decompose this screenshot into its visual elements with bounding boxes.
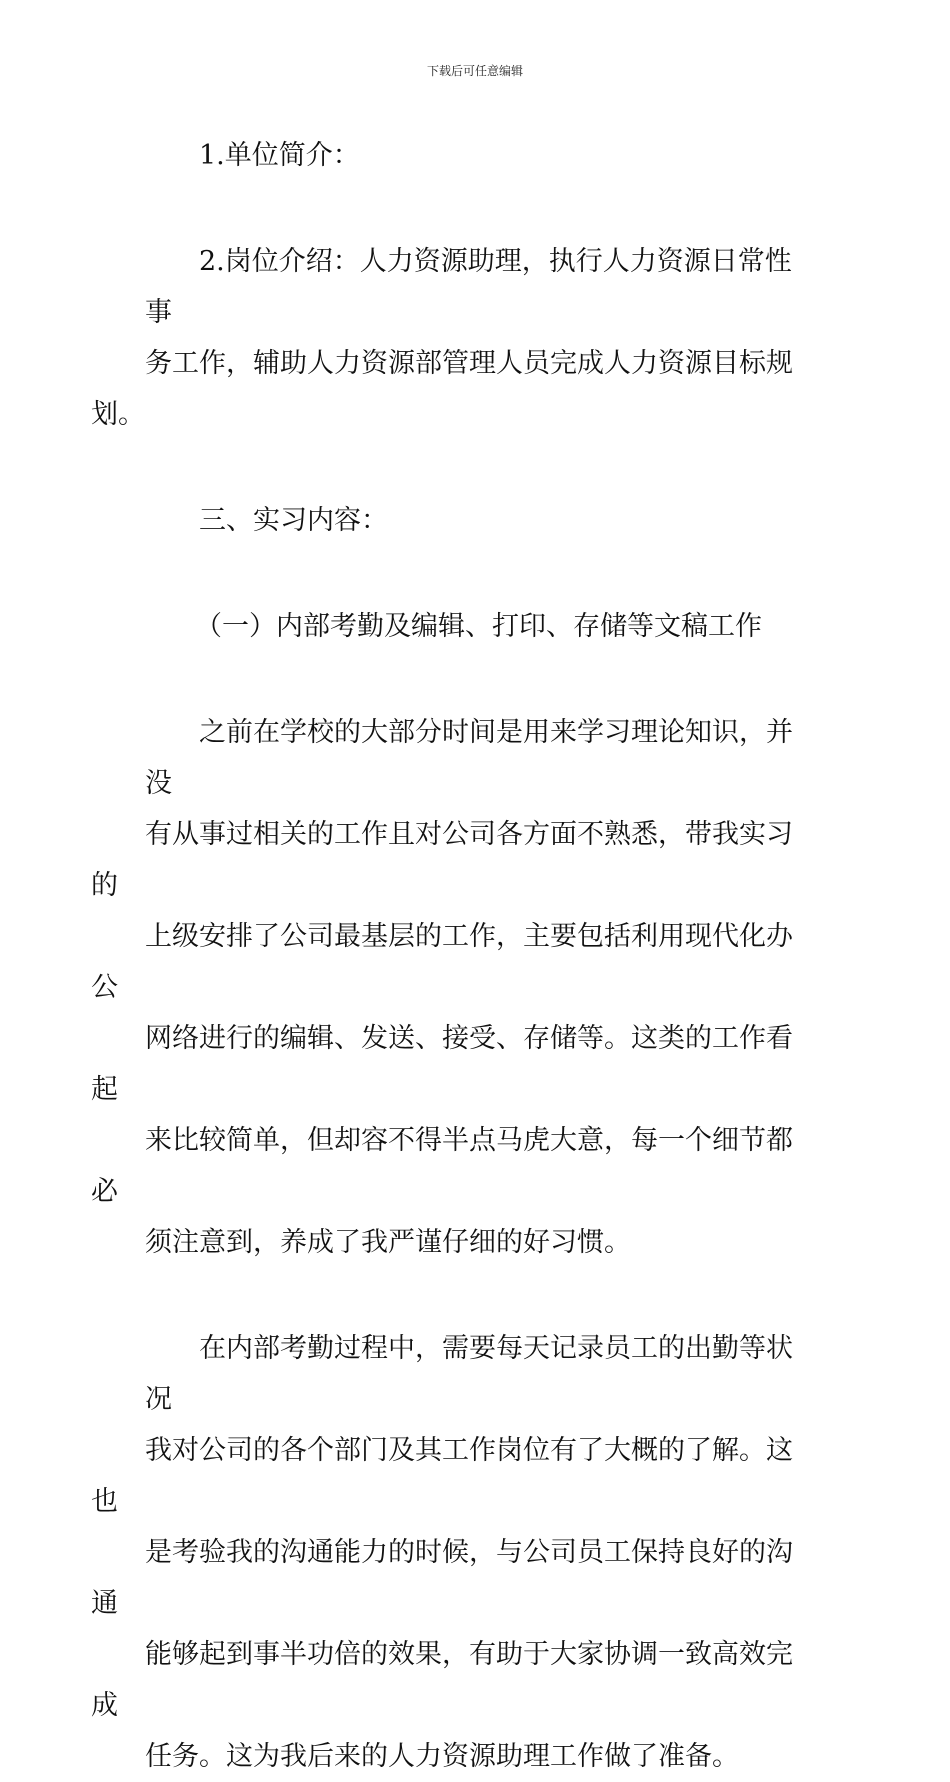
section-heading-internship-content: 三、实习内容：: [199, 505, 388, 536]
text-line: 须注意到，养成了我严谨仔细的好习惯。: [145, 1227, 631, 1258]
section-heading-unit-intro: 1.单位简介：: [199, 140, 360, 171]
subsection-heading: （一）内部考勤及编辑、打印、存储等文稿工作: [195, 611, 762, 642]
text-line: 能够起到事半功倍的效果，有助于大家协调一致高效完成: [91, 1639, 793, 1721]
text-line: 务工作，辅助人力资源部管理人员完成人力资源目标规划。: [91, 348, 793, 430]
text-line: 是考验我的沟通能力的时候，与公司员工保持良好的沟通: [91, 1537, 793, 1619]
text-line: 2.岗位介绍：人力资源助理，执行人力资源日常性事: [145, 246, 792, 328]
document-body: [91, 130, 810, 1782]
text-line: 有从事过相关的工作且对公司各方面不熟悉，带我实习的: [91, 819, 793, 901]
paragraph-1: [91, 707, 810, 1268]
text-line: 上级安排了公司最基层的工作，主要包括利用现代化办公: [91, 921, 793, 1003]
text-line: 网络进行的编辑、发送、接受、存储等。这类的工作看起: [91, 1023, 793, 1105]
text-line: 在内部考勤过程中，需要每天记录员工的出勤等状况: [145, 1333, 793, 1415]
text-line: 任务。这为我后来的人力资源助理工作做了准备。: [145, 1741, 739, 1772]
text-line: 我对公司的各个部门及其工作岗位有了大概的了解。这也: [91, 1435, 793, 1517]
page-header: 下载后可任意编辑: [426, 64, 523, 78]
text-line: 之前在学校的大部分时间是用来学习理论知识，并没: [145, 717, 793, 799]
text-line: 来比较简单，但却容不得半点马虎大意，每一个细节都必: [91, 1125, 793, 1207]
section-job-intro: [91, 236, 810, 440]
paragraph-2: [91, 1323, 810, 1782]
